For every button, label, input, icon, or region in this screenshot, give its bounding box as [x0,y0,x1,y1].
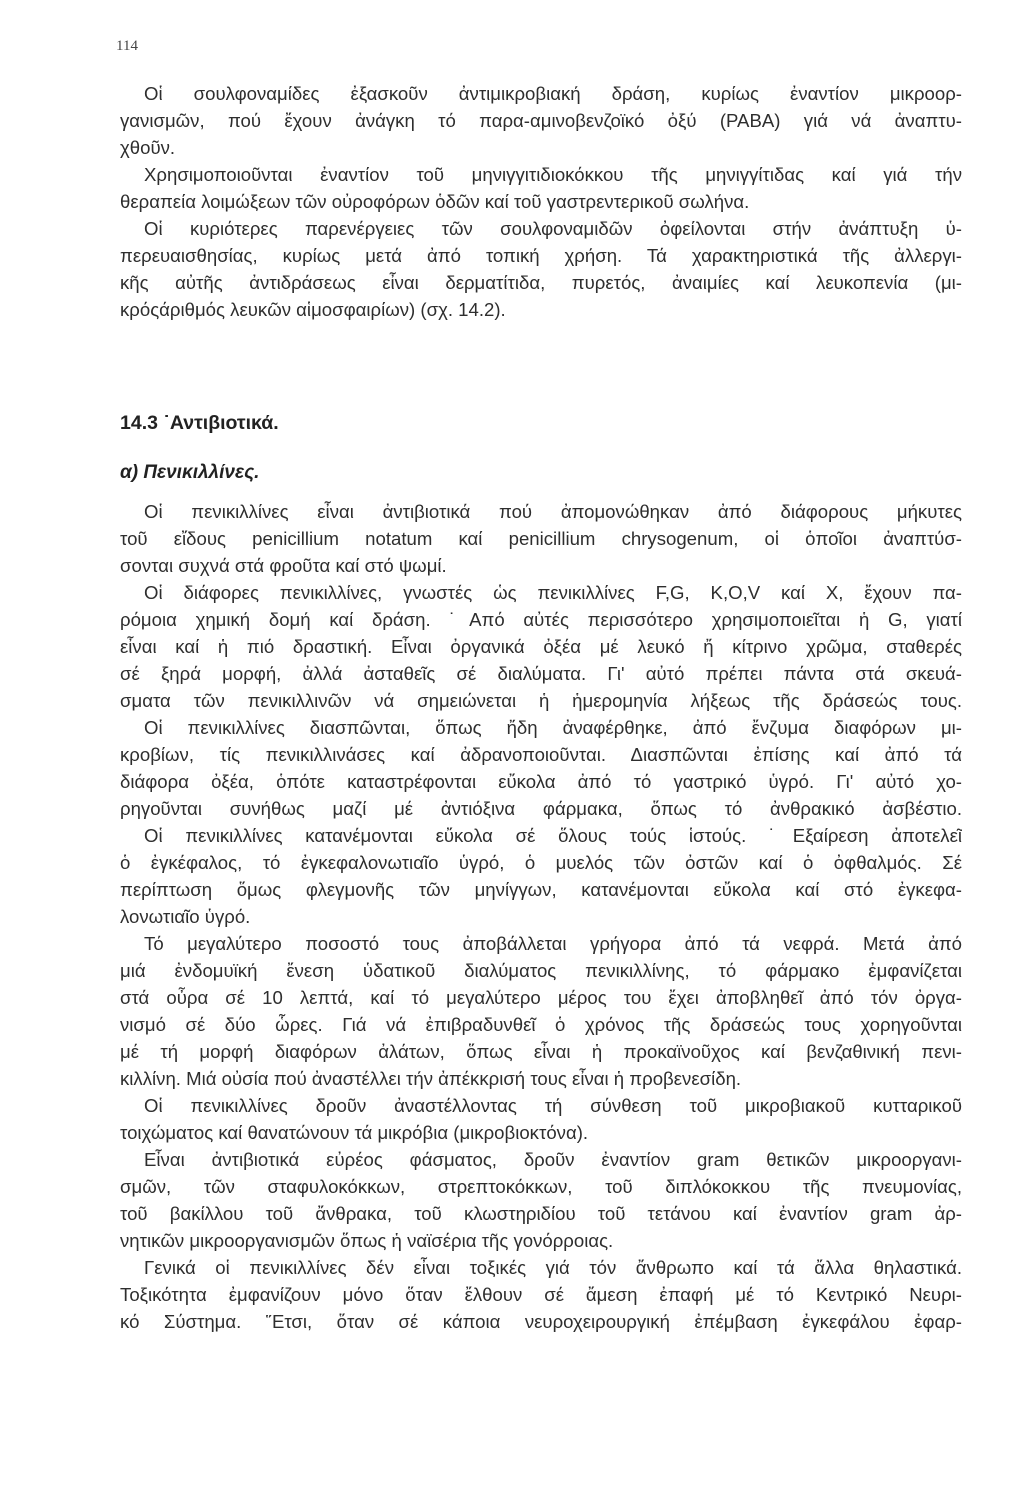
text-line: Οἱ κυριότερες παρενέργειες τῶν σουλφοναμιδῶν ὀφείλονται στήν ἀνάπτυξη ὑ- [144,218,962,239]
text-line: σέ ξηρά μορφή, ἀλλά ἀσταθεῖς σέ διαλύματα. Γι' αὐτό πρέπει πάντα στά σκευά- [120,663,962,684]
text-line: περευαισθησίας, κυρίως μετά ἀπό τοπική χρήση. Τά χαρακτηριστικά τῆς ἀλλεργι- [120,245,962,266]
text-line: λονωτιαῖο ὑγρό. [120,906,251,927]
text-line: Τοξικότητα ἐμφανίζουν μόνο ὅταν ἔλθουν σέ ἄμεση ἐπαφή μέ τό Κεντρικό Νευρι- [120,1284,962,1305]
text-line: Τό μεγαλύτερο ποσοστό τους ἀποβάλλεται γρήγορα ἀπό τά νεφρά. Μετά ἀπό [144,933,962,954]
text-line: χθοῦν. [120,137,176,158]
text-line: νητικῶν μικροοργανισμῶν ὅπως ἡ ναϊσέρια τῆς γονόρροιας. [120,1230,614,1251]
text-line: Οἱ πενικιλλίνες κατανέμονται εὔκολα σέ ὅλους τούς ἱστούς. ˙Εξαίρεση ἀποτελεῖ [144,825,962,846]
text-line: μέ τή μορφή διαφόρων ἀλάτων, ὅπως εἶναι ἡ προκαϊνοῦχος καί βενζαθινική πενι- [120,1041,962,1062]
text-line: γανισμῶν, πού ἔχουν ἀνάγκη τό παρα-αμινοβενζοϊκό ὀξύ (PABA) γιά νά ἀναπτυ- [120,110,962,131]
text-line: Γενικά οἱ πενικιλλίνες δέν εἶναι τοξικές γιά τόν ἄνθρωπο καί τά ἄλλα θηλαστικά. [144,1257,962,1278]
text-line: ρηγοῦνται συνήθως μαζί μέ ἀντιόξινα φάρμακα, ὅπως τό ἀνθρακικό ἀσβέστιο. [120,798,962,819]
text-line: θεραπεία λοιμώξεων τῶν οὐροφόρων ὁδῶν καί τοῦ γαστρεντερικοῦ σωλήνα. [120,191,750,212]
text-line: Οἱ διάφορες πενικιλλίνες, γνωστές ὡς πενικιλλίνες F,G, K,O,V καί X, ἔχουν πα- [144,582,962,603]
text-line: Οἱ σουλφοναμίδες ἐξασκοῦν ἀντιμικροβιακή δράση, κυρίως ἐναντίον μικροορ- [144,83,962,104]
section-penicillins-text [120,498,962,1335]
text-line: περίπτωση ὅμως φλεγμονῆς τῶν μηνίγγων, κατανέμονται εὔκολα καί στό ἐγκεφα- [120,879,962,900]
text-line: τοῦ βακίλλου τοῦ ἄνθρακα, τοῦ κλωστηριδίου τοῦ τετάνου καί ἐναντίον gram ἀρ- [120,1203,962,1224]
text-line: κροβίων, τίς πενικιλλινάσες καί ἀδρανοποιοῦνται. Διασπῶνται ἐπίσης καί ἀπό τά [120,744,962,765]
text-line: στά οὖρα σέ 10 λεπτά, καί τό μεγαλύτερο μέρος του ἔχει ἀποβληθεῖ ἀπό τόν ὀργα- [120,987,962,1008]
section-heading: 14.3 ˙Αντιβιοτικά. [120,412,279,434]
text-line: τοῦ εἴδους penicillium notatum καί penicillium chrysogenum, οἱ ὁποῖοι ἀναπτύσ- [120,528,962,549]
text-line: κρόςάριθμός λευκῶν αἱμοσφαιρίων) (σχ. 14.2). [120,299,506,320]
text-line: ρόμοια χημική δομή καί δράση. ˙Από αὐτές περισσότερο χρησιμοποιεῖται ἡ G, γιατί [120,609,962,630]
text-line: Εἶναι ἀντιβιοτικά εὐρέος φάσματος, δροῦν ἐναντίον gram θετικῶν μικροοργανι- [144,1149,962,1170]
text-line: εἶναι καί ἡ πιό δραστική. Εἶναι ὀργανικά ὀξέα μέ λευκό ἤ κίτρινο χρῶμα, σταθερές [120,636,962,657]
section-sulfonamides-text [120,80,962,323]
text-line: διάφορα ὀξέα, ὁπότε καταστρέφονται εὔκολα ἀπό τό γαστρικό ὑγρό. Γι' αὐτό χο- [120,771,962,792]
text-line: μιά ἐνδομυϊκή ἔνεση ὑδατικοῦ διαλύματος πενικιλλίνης, τό φάρμακο ἐμφανίζεται [120,960,962,981]
text-line: σμῶν, τῶν σταφυλοκόκκων, στρεπτοκόκκων, τοῦ διπλόκοκκου τῆς πνευμονίας, [120,1176,962,1197]
text-line: κιλλίνη. Μιά οὐσία πού ἀναστέλλει τήν ἀπέκκρισή τους εἶναι ἡ προβενεσίδη. [120,1068,742,1089]
text-line: Χρησιμοποιοῦνται ἐναντίον τοῦ μηνιγγιτιδιοκόκκου τῆς μηνιγγίτιδας καί γιά τήν [144,164,962,185]
text-line: Οἱ πενικιλλίνες διασπῶνται, ὅπως ἤδη ἀναφέρθηκε, ἀπό ἔνζυμα διαφόρων μι- [144,717,962,738]
text-line: τοιχώματος καί θανατώνουν τά μικρόβια (μικροβιοκτόνα). [120,1122,589,1143]
text-line: Οἱ πενικιλλίνες εἶναι ἀντιβιοτικά πού ἀπομονώθηκαν ἀπό διάφορους μήκυτες [144,501,962,522]
page-number: 114 [116,38,138,54]
text-line: κό Σύστημα. ῞Ετσι, ὅταν σέ κάποια νευροχειρουργική ἐπέμβαση ἐγκεφάλου ἐφαρ- [120,1311,962,1332]
text-line: κῆς αὐτῆς ἀντιδράσεως εἶναι δερματίτιδα, πυρετός, ἀναιμίες καί λευκοπενία (μι- [120,272,962,293]
text-line: ὁ ἐγκέφαλος, τό ἐγκεφαλονωτιαῖο ὑγρό, ὁ μυελός τῶν ὀστῶν καί ὁ ὀφθαλμός. Σέ [120,852,962,873]
text-line: σματα τῶν πενικιλλινῶν νά σημειώνεται ἡ ἡμερομηνία λήξεως τῆς δράσεώς τους. [120,690,962,711]
text-line: σονται συχνά στά φροῦτα καί στό ψωμί. [120,555,447,576]
subsection-heading: α) Πενικιλλίνες. [120,462,260,483]
text-line: νισμό σέ δύο ὧρες. Γιά νά ἐπιβραδυνθεῖ ὁ χρόνος τῆς δράσεώς τους χορηγοῦνται [120,1014,962,1035]
text-line: Οἱ πενικιλλίνες δροῦν ἀναστέλλοντας τή σύνθεση τοῦ μικροβιακοῦ κυτταρικοῦ [144,1095,962,1116]
